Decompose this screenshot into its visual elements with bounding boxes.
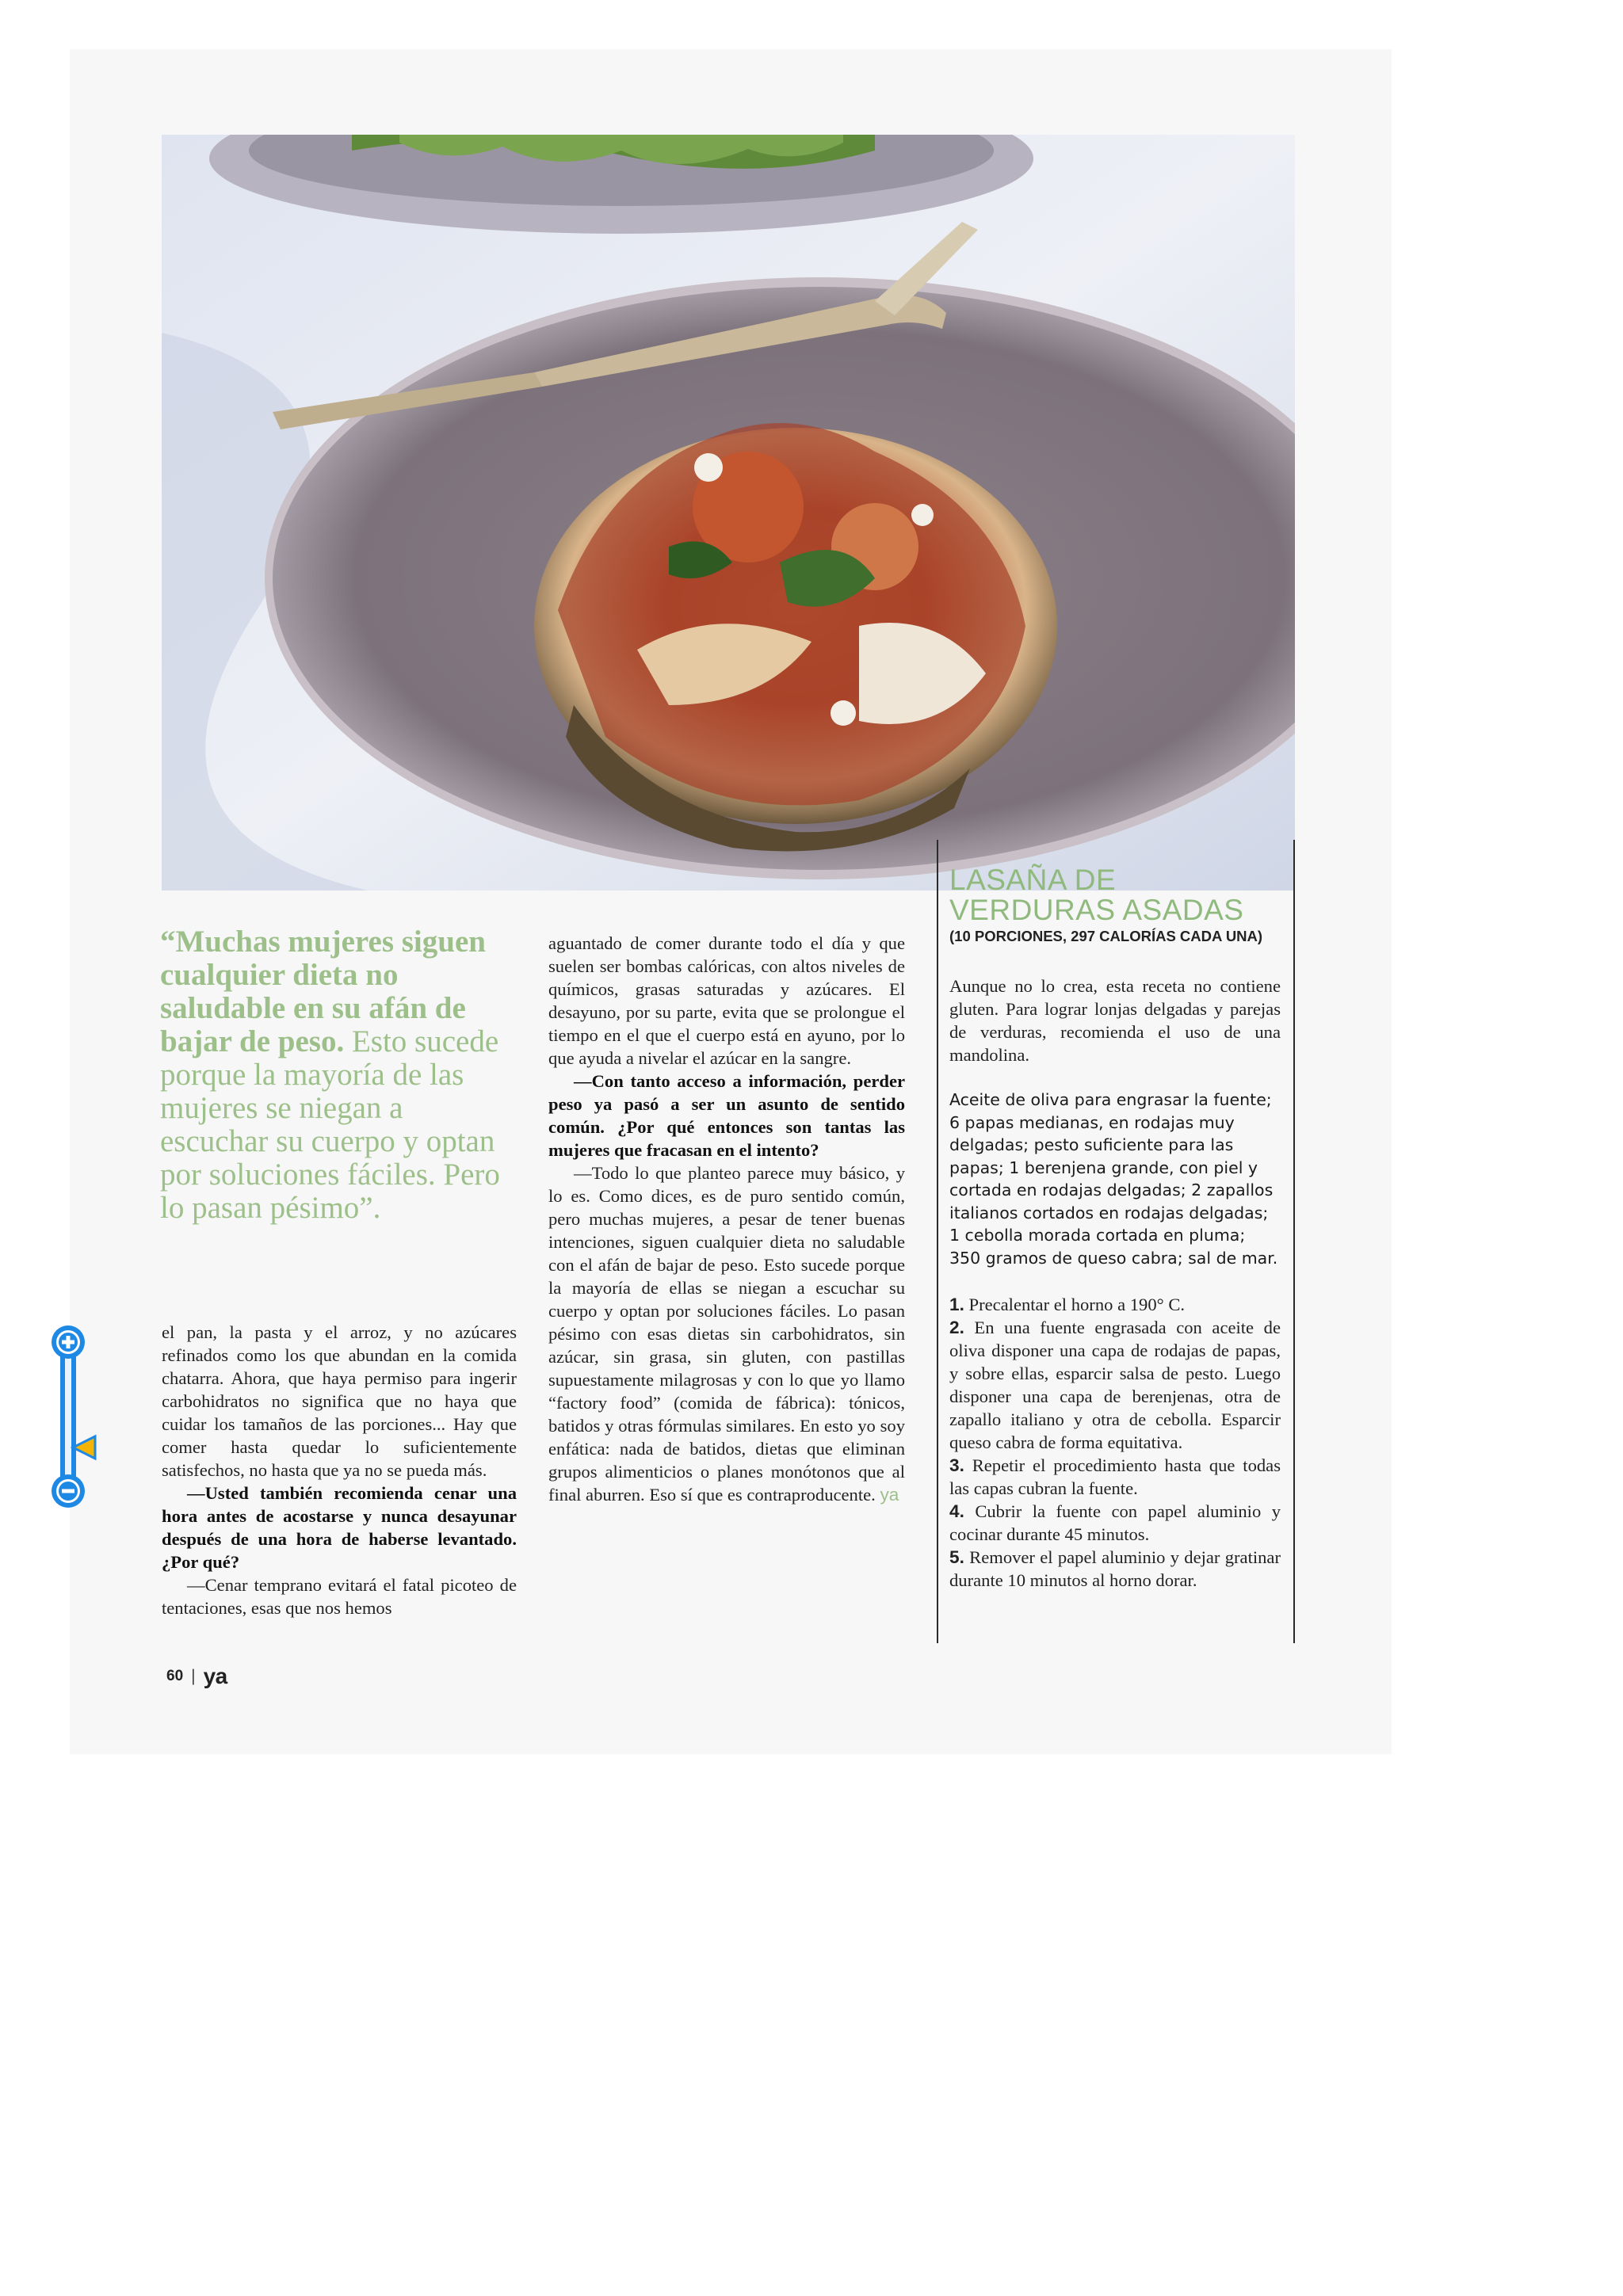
recipe-ingredients: Aceite de oliva para engrasar la fuente; 6 papas medianas, en rodajas muy delgadas; pesto suficiente para las papas; 1 berenjena grande, con piel y cortada en rodajas delgadas; 2 zapallos italianos cortados en rodajas delgadas; 1 cebolla morada cortada en pluma; 350 gramos de queso cabra; sal de mar. bbox=[949, 1090, 1278, 1268]
column2-paragraph-2: —Todo lo que planteo parece muy básico, y lo es. Como dices, es de puro sentido común, pero muchas mujeres, a pesar de tener buenas intenciones, siguen cualquier dieta no saludable con el afán de bajar de peso. Esto sucede porque la mayoría de ellas se niegan a escuchar su cuerpo y optan por soluciones fáciles. Lo pasan pésimo con esas dietas sin carbohidratos, sin azúcar, sin grasa, sin gluten, con pastillas supuestamente milagrosas y con lo que yo llamo “factory food” (comida de fábrica): tónicos, batidos y otras fórmulas similares. En esto yo soy enfática: nada de batidos, dietas que eliminan grupos alimenticios o planes monótonos que al final aburren. Eso sí que es contraproducente. bbox=[548, 1163, 905, 1505]
article-column-2 bbox=[548, 932, 905, 1506]
column2-paragraph-1: aguantado de comer durante todo el día y que suelen ser bombas calóricas, con altos niveles de químicos, grasas saturadas y azúcares. El desayuno, por su parte, evita que se prolongue el tiempo en el que el cuerpo está en ayuno, por lo que ayuda a nivelar el azúcar en la sangre. bbox=[548, 933, 905, 1068]
lasagna-photo bbox=[162, 135, 1295, 891]
recipe-step: 2. En una fuente engrasada con aceite de oliva disponer una capa de rodajas de papas, y sobre ellas, esparcir salsa de pesto. Luego disponer una capa de berenjenas, otra de zapallo italiano y otra de cebolla. Esparcir queso cabra de forma equitativa. bbox=[949, 1318, 1281, 1452]
article-column-1 bbox=[162, 1321, 517, 1619]
magazine-logo: ya bbox=[203, 1664, 227, 1688]
recipe-intro: Aunque no lo crea, esta receta no contiene gluten. Para lograr lonjas delgadas y parejas de verduras, recomienda el uso de una mandolina. bbox=[949, 976, 1281, 1065]
pull-quote-regular: Esto sucede porque la mayoría de las mujeres se niegan a escuchar su cuerpo y optan por soluciones fáciles. Pero lo pasan pésimo”. bbox=[160, 1024, 500, 1225]
zoom-level-marker[interactable] bbox=[73, 1436, 95, 1459]
page-folio bbox=[166, 1664, 227, 1689]
recipe-title: LASAÑA DE VERDURAS ASADAS bbox=[949, 864, 1244, 926]
recipe-steps bbox=[949, 1293, 1281, 1592]
column2-question: —Con tanto acceso a información, perder peso ya pasó a ser un asunto de sentido común. ¿Por qué entonces son tantas las mujeres que fracasan en el intento? bbox=[548, 1071, 905, 1160]
zoom-control[interactable] bbox=[49, 1323, 97, 1513]
page-number: 60 bbox=[166, 1668, 184, 1684]
article-signoff: ya bbox=[880, 1485, 899, 1505]
zoom-in-plus-icon[interactable] bbox=[52, 1325, 85, 1359]
column1-paragraph-1: el pan, la pasta y el arroz, y no azúcares refinados como los que abundan en la comida chatarra. Ahora, que haya permiso para ingerir carbohidratos no significa que no haya que cuidar los tamaños de las porciones... Hay que comer hasta quedar lo suficientemente satisfechos, no hasta que ya no se pueda más. bbox=[162, 1322, 517, 1480]
pull-quote-bold: “Muchas mujeres siguen cualquier dieta no saludable en su afán de bajar de peso. bbox=[160, 925, 486, 1058]
zoom-out-minus-icon[interactable] bbox=[52, 1474, 85, 1508]
zoom-track-inner bbox=[65, 1352, 71, 1478]
recipe-step: 5. Remover el papel aluminio y dejar gratinar durante 10 minutos al horno dorar. bbox=[949, 1547, 1281, 1590]
pull-quote bbox=[160, 925, 517, 1225]
column1-question: —Usted también recomienda cenar una hora antes de acostarse y nunca desayunar después de una hora de haberse levantado. ¿Por qué? bbox=[162, 1483, 517, 1572]
recipe-step: 4. Cubrir la fuente con papel aluminio y cocinar durante 45 minutos. bbox=[949, 1501, 1281, 1544]
column1-paragraph-2: —Cenar temprano evitará el fatal picoteo de tentaciones, esas que nos hemos bbox=[162, 1575, 517, 1618]
recipe-step: 3. Repetir el procedimiento hasta que todas las capas cubran la fuente. bbox=[949, 1455, 1281, 1498]
recipe-step: 1. Precalentar el horno a 190° C. bbox=[949, 1295, 1186, 1314]
recipe-portions: (10 PORCIONES, 297 CALORÍAS CADA UNA) bbox=[949, 928, 1263, 944]
folio-separator: | bbox=[191, 1667, 196, 1685]
recipe-box bbox=[937, 840, 1295, 1643]
